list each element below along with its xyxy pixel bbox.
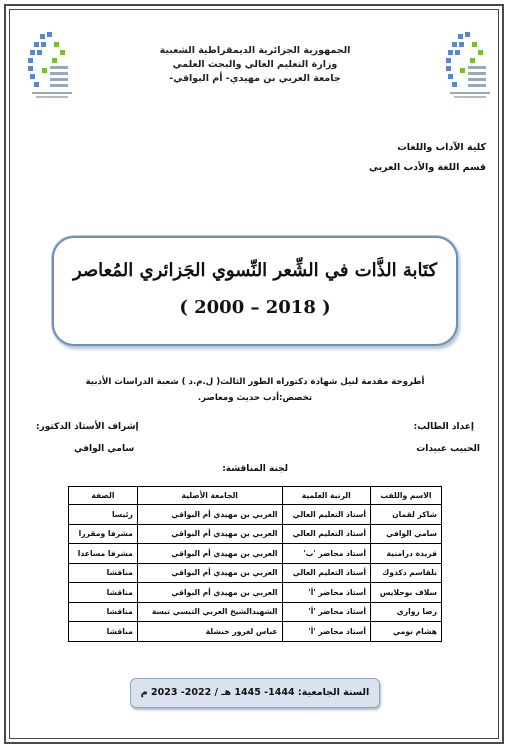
thesis-years: ( 2000 – 2018 )	[179, 297, 331, 318]
member-name: سامي الوافي	[370, 524, 441, 544]
member-university: عباس لغرور خنشلة	[137, 622, 282, 642]
faculty-block	[369, 138, 486, 178]
committee-table	[68, 486, 442, 642]
thesis-title-box	[52, 236, 458, 346]
table-row	[69, 505, 442, 525]
committee-title: لجنة المناقشة:	[222, 464, 288, 474]
table-row	[69, 544, 442, 564]
member-university: العربي بن مهيدي أم البواقي	[137, 563, 282, 583]
member-name: سلاف بوحلايس	[370, 583, 441, 603]
member-rank: أستاذ محاضر 'أ'	[282, 583, 370, 603]
table-row	[69, 602, 442, 622]
ministry-name: وزارة التعليم العالي والبحث العلمي	[172, 59, 338, 70]
member-role: مناقشا	[69, 563, 138, 583]
member-rank: أستاذ محاضر 'أ'	[282, 602, 370, 622]
thesis-title: كتَابة الذَّات في الشِّعر النِّسوي الجَزائري المُعاصر	[72, 260, 438, 281]
column-header: الاسم واللقب	[370, 487, 441, 505]
member-university: العربي بن مهيدي أم البواقي	[137, 544, 282, 564]
thesis-description	[30, 374, 480, 406]
student-name: الحبيب عبيدات	[416, 444, 480, 454]
university-logo-icon	[440, 28, 500, 108]
member-name: بلقاسم دكدوك	[370, 563, 441, 583]
member-university: العربي بن مهيدي أم البواقي	[137, 505, 282, 525]
member-role: مشرفا ومقررا	[69, 524, 138, 544]
column-header: الرتبة العلمية	[282, 487, 370, 505]
institution-header	[100, 44, 410, 86]
member-role: مناقشا	[69, 583, 138, 603]
prepared-by-label: إعداد الطالب:	[413, 422, 474, 432]
column-header: الصفة	[69, 487, 138, 505]
college-name: كلية الآداب واللغات	[397, 142, 486, 153]
table-row	[69, 524, 442, 544]
member-role: مناقشا	[69, 602, 138, 622]
member-role: مشرفا مساعدا	[69, 544, 138, 564]
member-rank: أستاذ محاضر 'ب'	[282, 544, 370, 564]
member-university: الشهيدالشيخ العربي التبسي تبسة	[137, 602, 282, 622]
member-name: فريدة درامنية	[370, 544, 441, 564]
member-name: شاكر لقمان	[370, 505, 441, 525]
supervisor-name: سامي الوافي	[74, 444, 135, 454]
supervisor-label: إشراف الأستاذ الدكتور:	[36, 422, 139, 432]
republic-name: الجمهورية الجزائرية الديمقراطية الشعبية	[159, 45, 351, 56]
table-row	[69, 583, 442, 603]
university-name: جامعة العربي بن مهيدي- أم البواقي-	[169, 73, 341, 84]
specialty-line: تخصص:أدب حديث ومعاصر.	[197, 393, 313, 403]
member-rank: أستاذ التعليم العالي	[282, 563, 370, 583]
university-logo-icon	[22, 28, 82, 108]
department-name: قسم اللغة والأدب العربي	[368, 162, 486, 173]
member-name: هشام تومي	[370, 622, 441, 642]
member-rank: أستاذ التعليم العالي	[282, 505, 370, 525]
member-rank: أستاذ التعليم العالي	[282, 524, 370, 544]
degree-line: أطروحة مقدمة لنيل شهادة دكتوراه الطور الثالث( ل.م.د ) شعبة الدراسات الأدبية	[85, 377, 425, 387]
table-header-row	[69, 487, 442, 505]
member-rank: أستاذ محاضر 'أ'	[282, 622, 370, 642]
table-row	[69, 622, 442, 642]
table-row	[69, 563, 442, 583]
column-header: الجامعة الأصلية	[137, 487, 282, 505]
member-role: رئيسا	[69, 505, 138, 525]
member-name: رضا زواري	[370, 602, 441, 622]
member-role: مناقشا	[69, 622, 138, 642]
member-university: العربي بن مهيدي أم البواقي	[137, 524, 282, 544]
academic-year-box: السنة الجامعية: 1444- 1445 هـ / 2022- 2023 م	[130, 678, 380, 708]
member-university: العربي بن مهيدي أم البواقي	[137, 583, 282, 603]
